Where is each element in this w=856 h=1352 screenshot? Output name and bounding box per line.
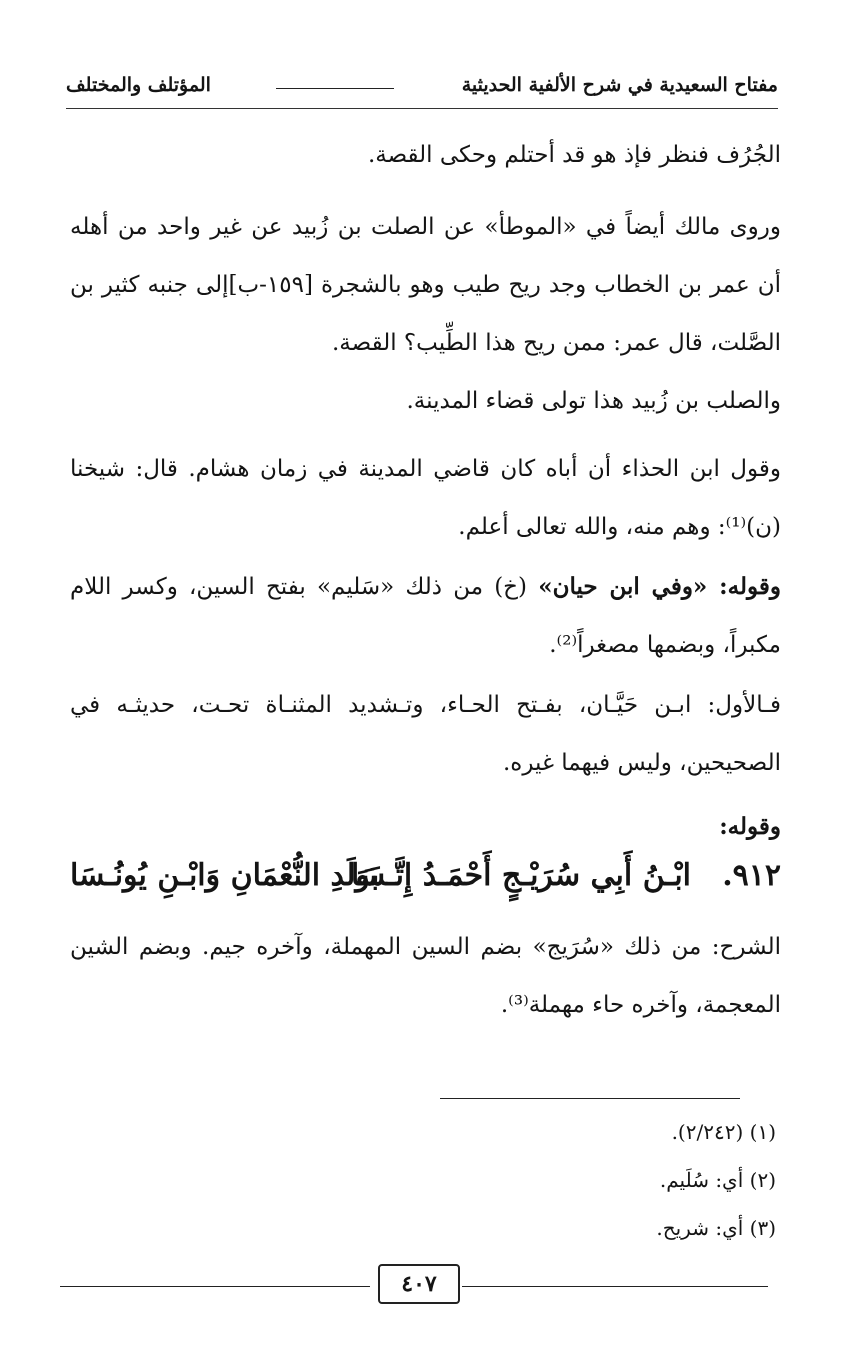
paragraph-4: وقول ابن الحذاء أن أباه كان قاضي المدينة في زمان هشام. قال: شيخنا (ن)⁽¹⁾: وهم منه، والله تعالى أعلم. — [70, 456, 781, 540]
footnote-3: (٣) أي: شريح. — [656, 1216, 776, 1240]
footnote-divider — [440, 1098, 740, 1099]
quote-lead: وقوله: «وفي ابن حيان» — [538, 573, 781, 600]
footer-rule-left — [60, 1286, 370, 1287]
verse-line — [70, 852, 781, 912]
verse-hemistich-2: بَوَلَدِ النُّعْمَانِ وَابْـنِ يُونُـسَا — [70, 858, 380, 893]
verse-intro: وقوله: — [719, 813, 781, 840]
book-title: مفتاح السعيدية في شرح الألفية الحديثية — [461, 74, 778, 96]
footnote-1: (١) (٢/٢٤٢). — [671, 1120, 776, 1144]
verse-number: ٩١٢. — [722, 858, 781, 893]
running-header — [66, 72, 778, 106]
page-footer — [60, 1262, 768, 1312]
paragraph-1: الجُرُف فنظر فإذ هو قد أحتلم وحكى القصة. — [367, 142, 781, 168]
paragraph-5 — [70, 558, 781, 674]
paragraph-3: والصلب بن زُبيد هذا تولى قضاء المدينة. — [406, 388, 781, 414]
footnote-2: (٢) أي: سُلَيم. — [659, 1168, 776, 1192]
paragraph-2: وروى مالك أيضاً في «الموطأ» عن الصلت بن زُبيد عن غير واحد من أهله أن عمر بن الخطاب وجد ريح طيب وهو بالشجرة [١٥٩-ب]إلى جنبه كثير بن الصَّلت، قال عمر: ممن ريح هذا الطِّيب؟ القصة. — [70, 214, 781, 356]
explanation: الشرح: من ذلك «سُرَيج» بضم السين المهملة، وآخره جيم. وبضم الشين المعجمة، وآخره حاء مهملة⁽³⁾. — [70, 934, 781, 1018]
quote-text: (خ) من ذلك «سَليم» بفتح السين، وكسر اللام مكبراً، وبضمها مصغراً⁽²⁾. — [70, 574, 781, 658]
header-divider — [66, 108, 778, 109]
verse-hemistich-1: ابْـنُ أَبِي سُرَيْـجٍ أَحْمَـدُ إِتَّـسَا — [350, 858, 691, 893]
page-number-box — [378, 1264, 460, 1304]
paragraph-6: فـالأول: ابـن حَيَّـان، بفـتح الحـاء، وتـشديد المثنـاة تحـت، حديثـه في الصحيحين، وليس فيهما غيره. — [70, 692, 781, 776]
footer-rule-right — [462, 1286, 768, 1287]
page-number: ٤٠٧ — [401, 1271, 437, 1297]
header-dash-rule — [276, 88, 394, 89]
chapter-title: المؤتلف والمختلف — [66, 74, 211, 96]
